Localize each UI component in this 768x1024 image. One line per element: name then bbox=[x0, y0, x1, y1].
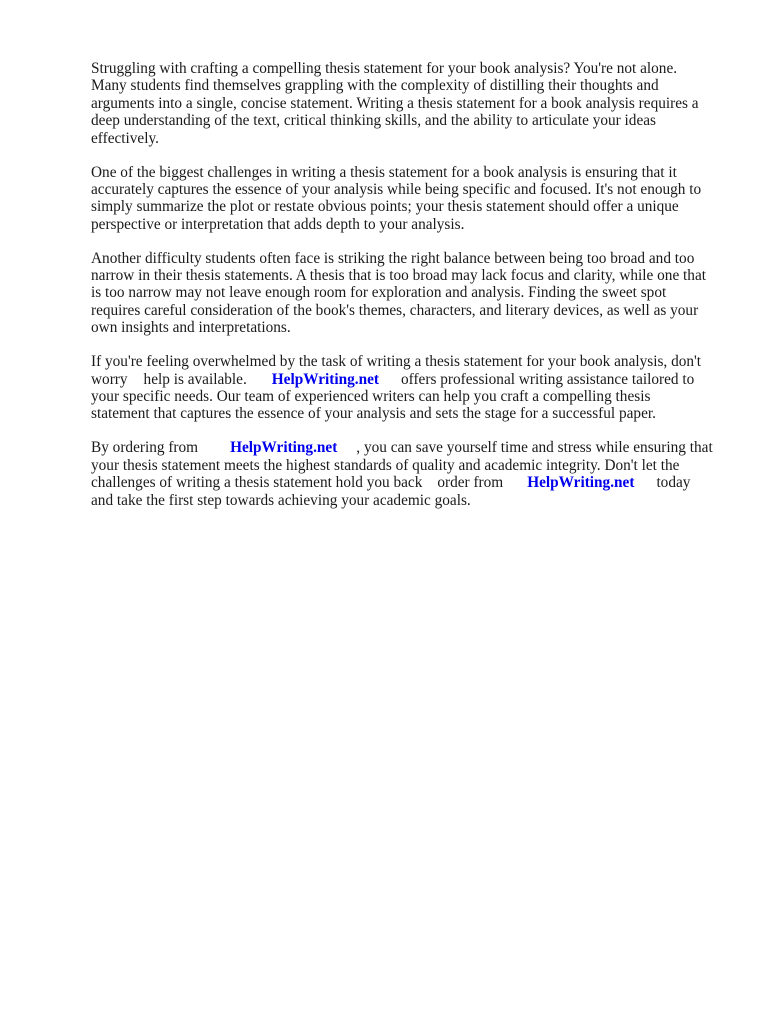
text-fragment: worry bbox=[91, 370, 128, 388]
text-line: your specific needs. Our team of experienced writers can help you craft a compelling thesis bbox=[91, 388, 651, 405]
text-fragment: offers professional writing assistance tailored to bbox=[401, 370, 695, 388]
text-line: If you're feeling overwhelmed by the task of writing a thesis statement for your book analysis, don't bbox=[91, 353, 702, 371]
paragraph-balance bbox=[91, 250, 731, 337]
text-fragment: challenges of writing a thesis statement hold you back bbox=[91, 474, 423, 492]
text-line: requires careful consideration of the book's themes, characters, and literary devices, as well as your bbox=[91, 301, 699, 319]
paragraph-help bbox=[91, 353, 731, 423]
text-fragment: order from bbox=[437, 474, 504, 492]
text-line: narrow in their thesis statements. A thesis that is too broad may lack focus and clarity, while one that bbox=[91, 267, 706, 285]
text-line: statement that captures the essence of your analysis and sets the stage for a successful paper. bbox=[91, 405, 656, 423]
text-line: is too narrow may not leave enough room for exploration and analysis. Finding the sweet spot bbox=[91, 284, 667, 302]
paragraph-intro bbox=[91, 60, 731, 147]
text-line: your thesis statement meets the highest standards of quality and academic integrity. Don't let the bbox=[91, 456, 680, 474]
text-fragment: help is available. bbox=[143, 370, 247, 388]
helpwriting-link[interactable]: HelpWriting.net bbox=[527, 474, 635, 492]
text-line: arguments into a single, concise statement. Writing a thesis statement for a book analysis requires a bbox=[91, 94, 699, 112]
text-fragment: today bbox=[656, 474, 691, 492]
text-line: One of the biggest challenges in writing a thesis statement for a book analysis is ensuring that it bbox=[91, 163, 677, 181]
document-page bbox=[91, 60, 731, 525]
helpwriting-link[interactable]: HelpWriting.net bbox=[230, 439, 338, 457]
text-line: own insights and interpretations. bbox=[91, 319, 291, 337]
text-fragment: By ordering from bbox=[91, 439, 199, 457]
paragraph-challenges bbox=[91, 164, 731, 234]
text-line: deep understanding of the text, critical thinking skills, and the ability to articulate your ideas bbox=[91, 112, 656, 130]
text-line: Struggling with crafting a compelling thesis statement for your book analysis? You're not alone. bbox=[91, 60, 678, 77]
text-line: effectively. bbox=[91, 129, 159, 147]
text-line: and take the first step towards achieving your academic goals. bbox=[91, 491, 471, 509]
paragraph-order bbox=[91, 439, 731, 509]
text-line: Many students find themselves grappling with the complexity of distilling their thoughts and bbox=[91, 77, 659, 95]
helpwriting-link[interactable]: HelpWriting.net bbox=[271, 370, 379, 388]
text-line: Another difficulty students often face is striking the right balance between being too broad and too bbox=[91, 249, 695, 267]
text-line: perspective or interpretation that adds depth to your analysis. bbox=[91, 215, 465, 233]
text-fragment: , you can save yourself time and stress while ensuring that bbox=[356, 439, 713, 457]
text-line: simply summarize the plot or restate obvious points; your thesis statement should offer a unique bbox=[91, 198, 679, 216]
text-line: accurately captures the essence of your analysis while being specific and focused. It's not enough to bbox=[91, 180, 702, 198]
